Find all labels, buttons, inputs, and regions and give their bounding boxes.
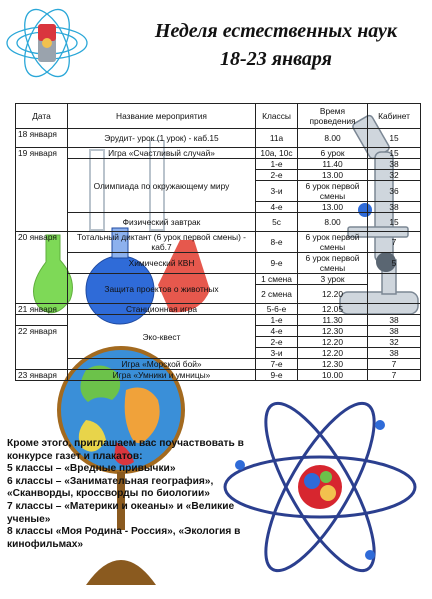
announcement-line: 5 классы – «Вредные привычки»: [7, 463, 176, 475]
event-cell: Станционная игра: [68, 304, 256, 315]
room-cell: 15: [368, 129, 421, 148]
announcement-line: 8 классы «Моя Родина - Россия», «Экология в: [7, 526, 241, 538]
room-cell: 38: [368, 159, 421, 170]
event-cell: Игра «Умники и умницы»: [68, 370, 256, 381]
class-cell: 5-6-е: [256, 304, 298, 315]
time-cell: 8.00: [298, 213, 368, 232]
class-cell: 11а: [256, 129, 298, 148]
time-cell: 12.30: [298, 359, 368, 370]
class-cell: 8-е: [256, 232, 298, 253]
table-header-row: [16, 104, 421, 129]
room-cell: 7: [368, 232, 421, 253]
announcement-line: 7 классы – «Материки и океаны» и «Великие: [7, 500, 235, 512]
date-cell: 22 января: [16, 326, 68, 370]
room-cell: 7: [368, 359, 421, 370]
time-cell: 10.00: [298, 370, 368, 381]
column-header-classes: Классы: [256, 104, 298, 129]
announcement-line: Кроме этого, приглашаем вас поучаствовать в: [7, 438, 244, 449]
time-cell: 12.30: [298, 326, 368, 337]
time-cell: 6 урок первой смены: [298, 232, 368, 253]
column-header-event: Название мероприятия: [68, 104, 256, 129]
class-cell: 3-и: [256, 348, 298, 359]
room-cell: 7: [368, 370, 421, 381]
room-cell: 32: [368, 337, 421, 348]
room-cell: [368, 274, 421, 304]
table-row: [16, 359, 421, 370]
class-cell: 9-е: [256, 253, 298, 274]
column-header-time: Время проведения: [298, 104, 368, 129]
room-cell: [368, 304, 421, 315]
room-cell: 36: [368, 181, 421, 202]
class-cell: 4-е: [256, 202, 298, 213]
room-cell: 38: [368, 348, 421, 359]
date-cell: 21 января: [16, 304, 68, 315]
class-cell: 7-е: [256, 359, 298, 370]
event-cell: Физический завтрак: [68, 213, 256, 232]
date-cell: 18 января: [16, 129, 68, 148]
event-cell: Олимпиада по окружающему миру: [68, 159, 256, 213]
time-cell: 6 урок: [298, 148, 368, 159]
table-row: [16, 129, 421, 148]
event-cell: Эрудит- урок (1 урок) - каб.15: [68, 129, 256, 148]
table-row: [16, 213, 421, 232]
page-subtitle: 18-23 января: [220, 48, 332, 70]
room-cell: 5: [368, 253, 421, 274]
column-header-date: Дата: [16, 104, 68, 129]
table-row: [16, 274, 421, 285]
announcement-line: ученые»: [7, 513, 51, 525]
time-cell: 12.05: [298, 304, 368, 315]
class-cell: 2-е: [256, 337, 298, 348]
event-cell: Тотальный диктант (6 урок первой смены) - каб.7: [68, 232, 256, 253]
table-row: [16, 232, 421, 253]
class-cell: 9-е: [256, 370, 298, 381]
time-cell: 13.00: [298, 202, 368, 213]
class-cell: 4-е: [256, 326, 298, 337]
class-cell: 5с: [256, 213, 298, 232]
time-cell: 11.30: [298, 315, 368, 326]
room-cell: 38: [368, 315, 421, 326]
class-cell: 1-е: [256, 315, 298, 326]
schedule-table: [15, 103, 421, 381]
table-row: [16, 159, 421, 170]
room-cell: 38: [368, 202, 421, 213]
table-row: [16, 370, 421, 381]
class-cell: 1 смена: [256, 274, 298, 285]
event-cell: Защита проектов о животных: [68, 274, 256, 304]
time-cell: 13.00: [298, 170, 368, 181]
class-cell: 2 смена: [256, 285, 298, 304]
event-cell: Игра «Счастливый случай»: [68, 148, 256, 159]
date-cell: 19 января: [16, 148, 68, 232]
time-cell: 12.20: [298, 285, 368, 304]
table-row: [16, 253, 421, 274]
class-cell: 1-е: [256, 159, 298, 170]
announcement-line: «Сканворды, кроссворды по биологии»: [7, 488, 210, 500]
time-cell: 12.20: [298, 348, 368, 359]
magnet-field-icon: [4, 2, 90, 84]
time-cell: 6 урок первой смены: [298, 181, 368, 202]
time-cell: 12.20: [298, 337, 368, 348]
table-row: [16, 148, 421, 159]
class-cell: 2-е: [256, 170, 298, 181]
time-cell: 11.40: [298, 159, 368, 170]
room-cell: 32: [368, 170, 421, 181]
date-cell: 20 января: [16, 232, 68, 304]
announcement-line: конкурсе газет и плакатов:: [7, 450, 143, 462]
announcement-line: 6 классы – «Занимательная география»,: [7, 475, 214, 487]
event-cell: Эко-квест: [68, 315, 256, 359]
room-cell: 15: [368, 148, 421, 159]
time-cell: 3 урок: [298, 274, 368, 285]
column-header-room: Кабинет: [368, 104, 421, 129]
contest-announcement: [7, 438, 307, 551]
room-cell: 15: [368, 213, 421, 232]
table-row: [16, 315, 421, 326]
date-cell: 23 января: [16, 370, 68, 381]
time-cell: 8.00: [298, 129, 368, 148]
class-cell: 3-и: [256, 181, 298, 202]
time-cell: 6 урок первой смены: [298, 253, 368, 274]
event-cell: Игра «Морской бой»: [68, 359, 256, 370]
table-row: [16, 304, 421, 315]
event-cell: Химический КВН: [68, 253, 256, 274]
announcement-line: кинофильмах»: [7, 538, 84, 550]
date-cell: [16, 315, 68, 326]
class-cell: 10а, 10с: [256, 148, 298, 159]
room-cell: 38: [368, 326, 421, 337]
page-title: Неделя естественных наук: [154, 20, 398, 42]
